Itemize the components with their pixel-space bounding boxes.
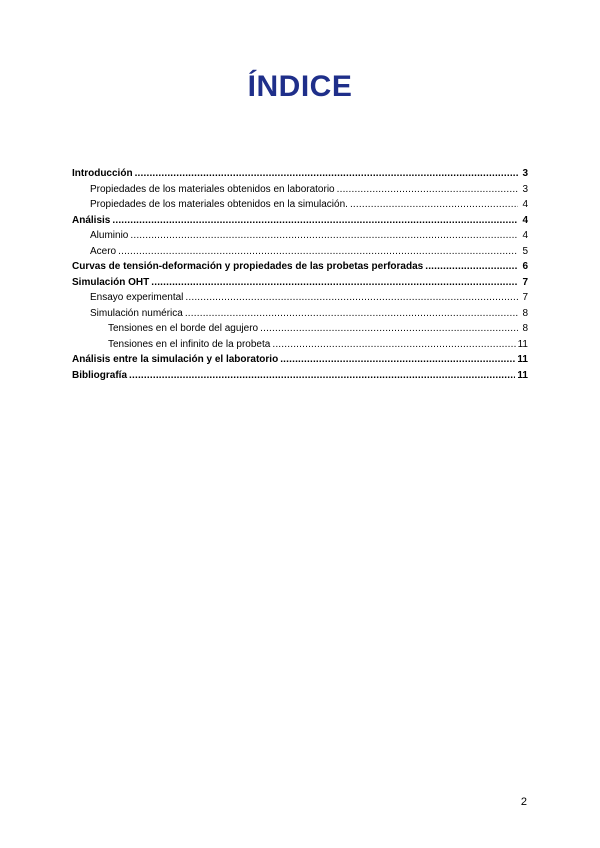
toc-entry-simulacion-numerica[interactable] [72, 306, 528, 322]
toc-entry-label: Propiedades de los materiales obtenidos en laboratorio [90, 183, 335, 195]
toc-entry-simulacion-oht[interactable] [72, 275, 528, 291]
toc-entry-aluminio[interactable] [72, 228, 528, 244]
toc-entry-page: 4 [522, 214, 528, 226]
toc-entry-page: 7 [522, 292, 528, 303]
toc-entry-tensiones-borde[interactable] [72, 321, 528, 337]
toc-entry-label: Tensiones en el infinito de la probeta [108, 338, 271, 350]
toc-entry-page: 4 [522, 230, 528, 241]
toc-entry-curvas-tension-deformacion[interactable] [72, 259, 528, 275]
toc-entry-propiedades-simulacion[interactable] [72, 197, 528, 213]
toc-dot-leader [185, 306, 518, 322]
toc-entry-page: 5 [522, 245, 528, 257]
toc-entry-propiedades-laboratorio[interactable] [72, 182, 528, 198]
toc-dot-leader [337, 182, 518, 198]
toc-entry-label: Introducción [72, 168, 133, 179]
toc-dot-leader [350, 197, 518, 213]
toc-entry-analisis-simulacion-laboratorio[interactable] [72, 352, 528, 368]
toc-entry-label: Análisis [72, 214, 111, 226]
toc-dot-leader [185, 290, 518, 306]
toc-entry-label: Curvas de tensión-deformación y propiedades de las probetas perforadas [72, 261, 424, 272]
toc-dot-leader [118, 244, 518, 260]
toc-entry-label: Análisis entre la simulación y el laboratorio [72, 354, 279, 365]
toc-entry-label: Simulación numérica [90, 307, 183, 319]
toc-entry-page: 6 [522, 261, 528, 272]
toc-entry-label: Aluminio [90, 230, 129, 241]
toc-dot-leader [129, 368, 515, 384]
toc-dot-leader [280, 352, 515, 368]
toc-entry-label: Ensayo experimental [90, 292, 184, 303]
toc-entry-label: Simulación OHT [72, 276, 150, 288]
toc-entry-label: Propiedades de los materiales obtenidos en la simulación. [90, 199, 348, 210]
toc-entry-analisis[interactable] [72, 213, 528, 229]
toc-entry-label: Bibliografía [72, 369, 128, 381]
toc-dot-leader [130, 228, 518, 244]
page-number: 2 [520, 796, 527, 808]
toc-entry-label: Acero [90, 245, 117, 257]
toc-entry-page: 3 [522, 168, 528, 179]
table-of-contents [72, 166, 528, 383]
toc-entry-page: 7 [522, 276, 528, 288]
toc-entry-page: 8 [522, 307, 528, 319]
toc-entry-acero[interactable] [72, 244, 528, 260]
toc-entry-page: 11 [517, 369, 528, 381]
toc-entry-page: 11 [517, 338, 528, 350]
toc-entry-label: Tensiones en el borde del agujero [108, 323, 259, 334]
toc-entry-introduccion[interactable] [72, 166, 528, 182]
toc-entry-bibliografia[interactable] [72, 368, 528, 384]
toc-entry-page: 11 [517, 354, 528, 365]
toc-entry-ensayo-experimental[interactable] [72, 290, 528, 306]
toc-dot-leader [260, 321, 518, 337]
toc-dot-leader [135, 166, 518, 182]
toc-dot-leader [425, 259, 518, 275]
toc-entry-page: 8 [522, 323, 528, 334]
toc-dot-leader [151, 275, 518, 291]
page-title: ÍNDICE [247, 70, 353, 103]
toc-dot-leader [272, 337, 515, 353]
toc-entry-page: 4 [522, 199, 528, 210]
toc-dot-leader [112, 213, 518, 229]
toc-entry-page: 3 [522, 183, 528, 195]
toc-entry-tensiones-infinito[interactable] [72, 337, 528, 353]
